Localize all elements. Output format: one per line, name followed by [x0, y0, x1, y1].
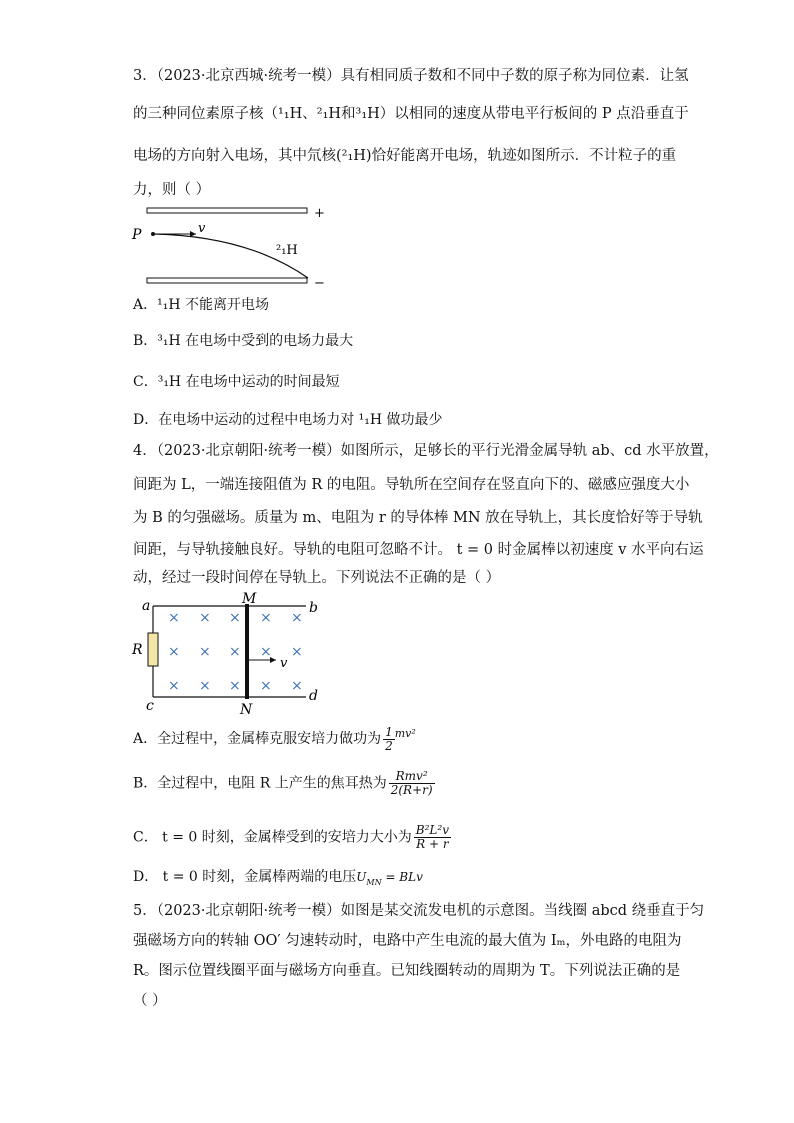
- q4-line-2: 间距为 L，一端连接阻值为 R 的电阻。导轨所在空间存在竖直向下的、磁感应强度大小: [133, 477, 690, 493]
- label-n: N: [240, 702, 253, 718]
- field-mark: ×: [291, 610, 303, 626]
- q3-option-b[interactable]: B．³₁H 在电场中受到的电场力最大: [133, 333, 354, 349]
- q3-line-1: 3．（2023·北京西城·统考一模）具有相同质子数和不同中子数的原子称为同位素．让氢: [133, 68, 689, 84]
- q4-line-5: 动，经过一段时间停在导轨上。下列说法不正确的是（ ）: [133, 570, 501, 586]
- q4-option-a-text: A．全过程中，金属棒克服安培力做功为: [133, 731, 382, 747]
- q4-option-a-tail: mv²: [394, 727, 416, 740]
- negative-plate: [147, 278, 307, 283]
- fraction-numerator: 1: [385, 724, 393, 739]
- field-mark: ×: [260, 678, 272, 694]
- field-mark: ×: [260, 610, 272, 626]
- label-a: a: [142, 598, 151, 614]
- voltage-symbol: U: [356, 870, 367, 884]
- q3-line-4: 力，则（ ）: [133, 182, 211, 198]
- fraction-denominator: 2: [385, 738, 393, 753]
- q4-line-4: 间距，与导轨接触良好。导轨的电阻可忽略不计。 t = 0 时金属棒以初速度 v 水平向右运: [133, 542, 704, 558]
- q4-option-a[interactable]: [133, 724, 416, 753]
- q4-option-b[interactable]: [133, 770, 435, 797]
- q4-option-a-fraction: [383, 726, 395, 753]
- q5-line-4: （ ）: [133, 993, 167, 1009]
- field-mark: ×: [229, 678, 241, 694]
- q5-line-3: R。图示位置线圈平面与磁场方向垂直。已知线圈转动的周期为 T。下列说法正确的是: [133, 963, 681, 979]
- q4-line-3: 为 B 的匀强磁场。质量为 m、电阻为 r 的导体棒 MN 放在导轨上，其长度恰好等于导轨: [133, 510, 703, 526]
- fraction-denominator: R + r: [416, 837, 449, 851]
- field-mark: ×: [260, 644, 272, 660]
- q3-option-c[interactable]: C．³₁H 在电场中运动的时间最短: [133, 374, 340, 390]
- label-b: b: [309, 600, 318, 616]
- field-mark: ×: [229, 644, 241, 660]
- q4-option-d-text: D． t = 0 时刻，金属棒两端的电压: [133, 869, 357, 885]
- q4-option-b-fraction: [389, 770, 435, 797]
- field-mark: ×: [291, 644, 303, 660]
- q4-option-c-text: C． t = 0 时刻，金属棒受到的安培力大小为: [133, 829, 412, 846]
- q4-option-b-text: B．全过程中，电阻 R 上产生的焦耳热为: [133, 775, 387, 792]
- field-mark: ×: [199, 610, 211, 626]
- field-mark: ×: [291, 678, 303, 694]
- fraction-numerator: B²L²v: [415, 823, 449, 837]
- magnetic-field-marks: [168, 610, 303, 694]
- resistor: [148, 633, 158, 666]
- label-r: R: [132, 642, 143, 658]
- field-mark: ×: [168, 644, 180, 660]
- p-label: P: [132, 227, 142, 243]
- rod-v-label: v: [280, 656, 288, 671]
- label-d: d: [309, 688, 318, 704]
- label-m: M: [242, 591, 257, 607]
- voltage-value: = BLv: [381, 870, 423, 884]
- field-mark: ×: [168, 678, 180, 694]
- fraction-numerator: Rmv²: [389, 770, 435, 784]
- velocity-arrowhead: [190, 231, 196, 237]
- label-c: c: [146, 698, 154, 714]
- q4-option-d[interactable]: [133, 867, 423, 893]
- fraction-denominator: 2(R+r): [390, 783, 433, 797]
- q4-line-1: 4．（2023·北京朝阳·统考一模）如图所示，足够长的平行光滑金属导轨 ab、cd 水平放置，: [133, 443, 719, 459]
- q3-line-2: 的三种同位素原子核（¹₁H、²₁H和³₁H）以相同的速度从带电平行板间的 P 点沿垂直于: [133, 106, 689, 122]
- plus-label: +: [314, 206, 325, 221]
- q3-option-d[interactable]: D．在电场中运动的过程中电场力对 ¹₁H 做功最少: [133, 412, 443, 428]
- field-mark: ×: [229, 610, 241, 626]
- q5-line-1: 5．（2023·北京朝阳·统考一模）如图是某交流发电机的示意图。当线圈 abcd 绕垂直于匀: [133, 903, 705, 919]
- q4-option-c[interactable]: [133, 824, 451, 851]
- q3-line-3: 电场的方向射入电场，其中氘核(²₁H)恰好能离开电场，轨迹如图所示．不计粒子的重: [133, 148, 677, 164]
- q4-figure: [128, 590, 328, 718]
- minus-label: −: [314, 276, 325, 291]
- q3-figure: [128, 202, 338, 294]
- deuteron-label: ²₁H: [276, 243, 298, 258]
- field-mark: ×: [168, 610, 180, 626]
- q5-line-2: 强磁场方向的转轴 OO′ 匀速转动时，电路中产生电流的最大值为 Iₘ，外电路的电阻为: [133, 933, 682, 949]
- voltage-subscript: MN: [366, 877, 382, 887]
- field-mark: ×: [199, 644, 211, 660]
- q4-option-c-fraction: [414, 824, 451, 851]
- field-mark: ×: [199, 678, 211, 694]
- positive-plate: [147, 208, 307, 213]
- q3-option-a[interactable]: A．¹₁H 不能离开电场: [133, 297, 269, 313]
- v-label: v: [198, 221, 206, 236]
